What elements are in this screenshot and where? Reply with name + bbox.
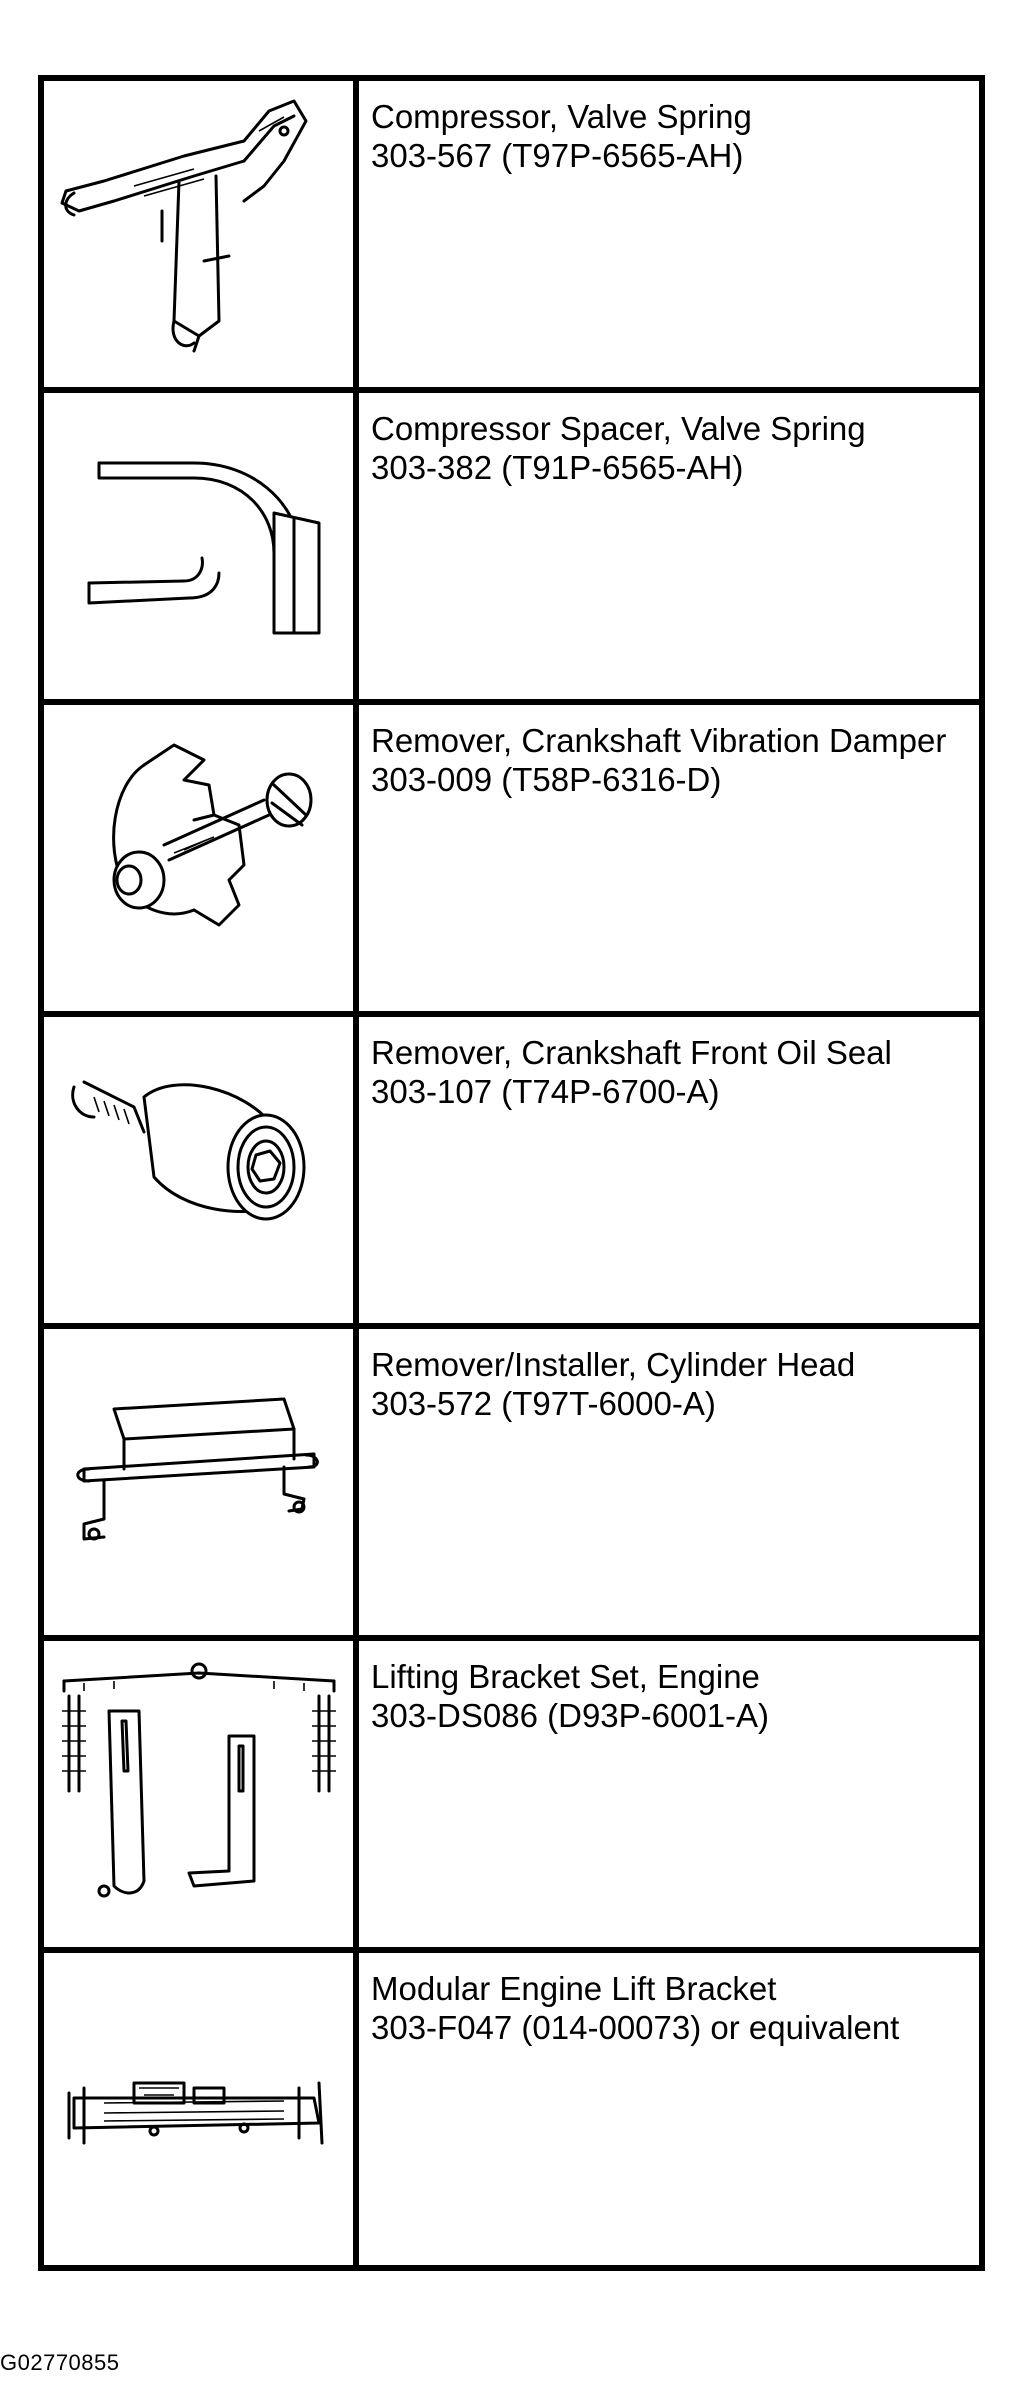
tool-description-cell: [356, 390, 982, 702]
tool-image-cell: [41, 390, 356, 702]
tool-description-cell: [356, 1638, 982, 1950]
tool-image-cell: [41, 1638, 356, 1950]
tool-description-cell: [356, 1950, 982, 2268]
tool-row: [41, 78, 982, 390]
tool-part-number: 303-107 (T74P-6700-A): [371, 1073, 720, 1110]
engine-lifting-bracket-set-icon: [44, 1641, 353, 1941]
tool-image-cell: [41, 78, 356, 390]
front-oil-seal-remover-icon: [44, 1017, 353, 1317]
vibration-damper-remover-icon: [44, 705, 353, 1005]
tool-row: [41, 1326, 982, 1638]
tool-name: Remover/Installer, Cylinder Head: [371, 1346, 856, 1383]
tool-part-number: 303-DS086 (D93P-6001-A): [371, 1697, 770, 1734]
tool-row: [41, 1014, 982, 1326]
tool-image-cell: [41, 1326, 356, 1638]
tool-part-number: 303-009 (T58P-6316-D): [371, 761, 722, 798]
special-tools-table: [38, 75, 985, 2271]
tool-image-cell: [41, 1950, 356, 2268]
tool-part-number: 303-567 (T97P-6565-AH): [371, 137, 744, 174]
engine-lift-bracket-icon: [44, 1953, 353, 2259]
tool-name: Remover, Crankshaft Front Oil Seal: [371, 1034, 892, 1071]
tool-image-cell: [41, 1014, 356, 1326]
tool-name: Compressor Spacer, Valve Spring: [371, 410, 866, 447]
tool-name: Modular Engine Lift Bracket: [371, 1970, 777, 2007]
tool-row: [41, 390, 982, 702]
figure-id: G02770855: [0, 2350, 120, 2375]
tool-description-cell: [356, 78, 982, 390]
tool-part-number: 303-572 (T97T-6000-A): [371, 1385, 716, 1422]
tool-image-cell: [41, 702, 356, 1014]
tool-name: Lifting Bracket Set, Engine: [371, 1658, 760, 1695]
valve-spring-compressor-icon: [44, 81, 353, 381]
tool-name: Compressor, Valve Spring: [371, 98, 752, 135]
tool-row: [41, 702, 982, 1014]
tool-description-cell: [356, 702, 982, 1014]
tool-description-cell: [356, 1326, 982, 1638]
cylinder-head-remover-installer-icon: [44, 1329, 353, 1629]
tool-part-number: 303-382 (T91P-6565-AH): [371, 449, 744, 486]
tool-description-cell: [356, 1014, 982, 1326]
tool-row: [41, 1950, 982, 2268]
tool-row: [41, 1638, 982, 1950]
tool-name: Remover, Crankshaft Vibration Damper: [371, 722, 947, 759]
valve-spring-compressor-spacer-icon: [44, 393, 353, 693]
tool-part-number: 303-F047 (014-00073) or equivalent: [371, 2009, 900, 2046]
